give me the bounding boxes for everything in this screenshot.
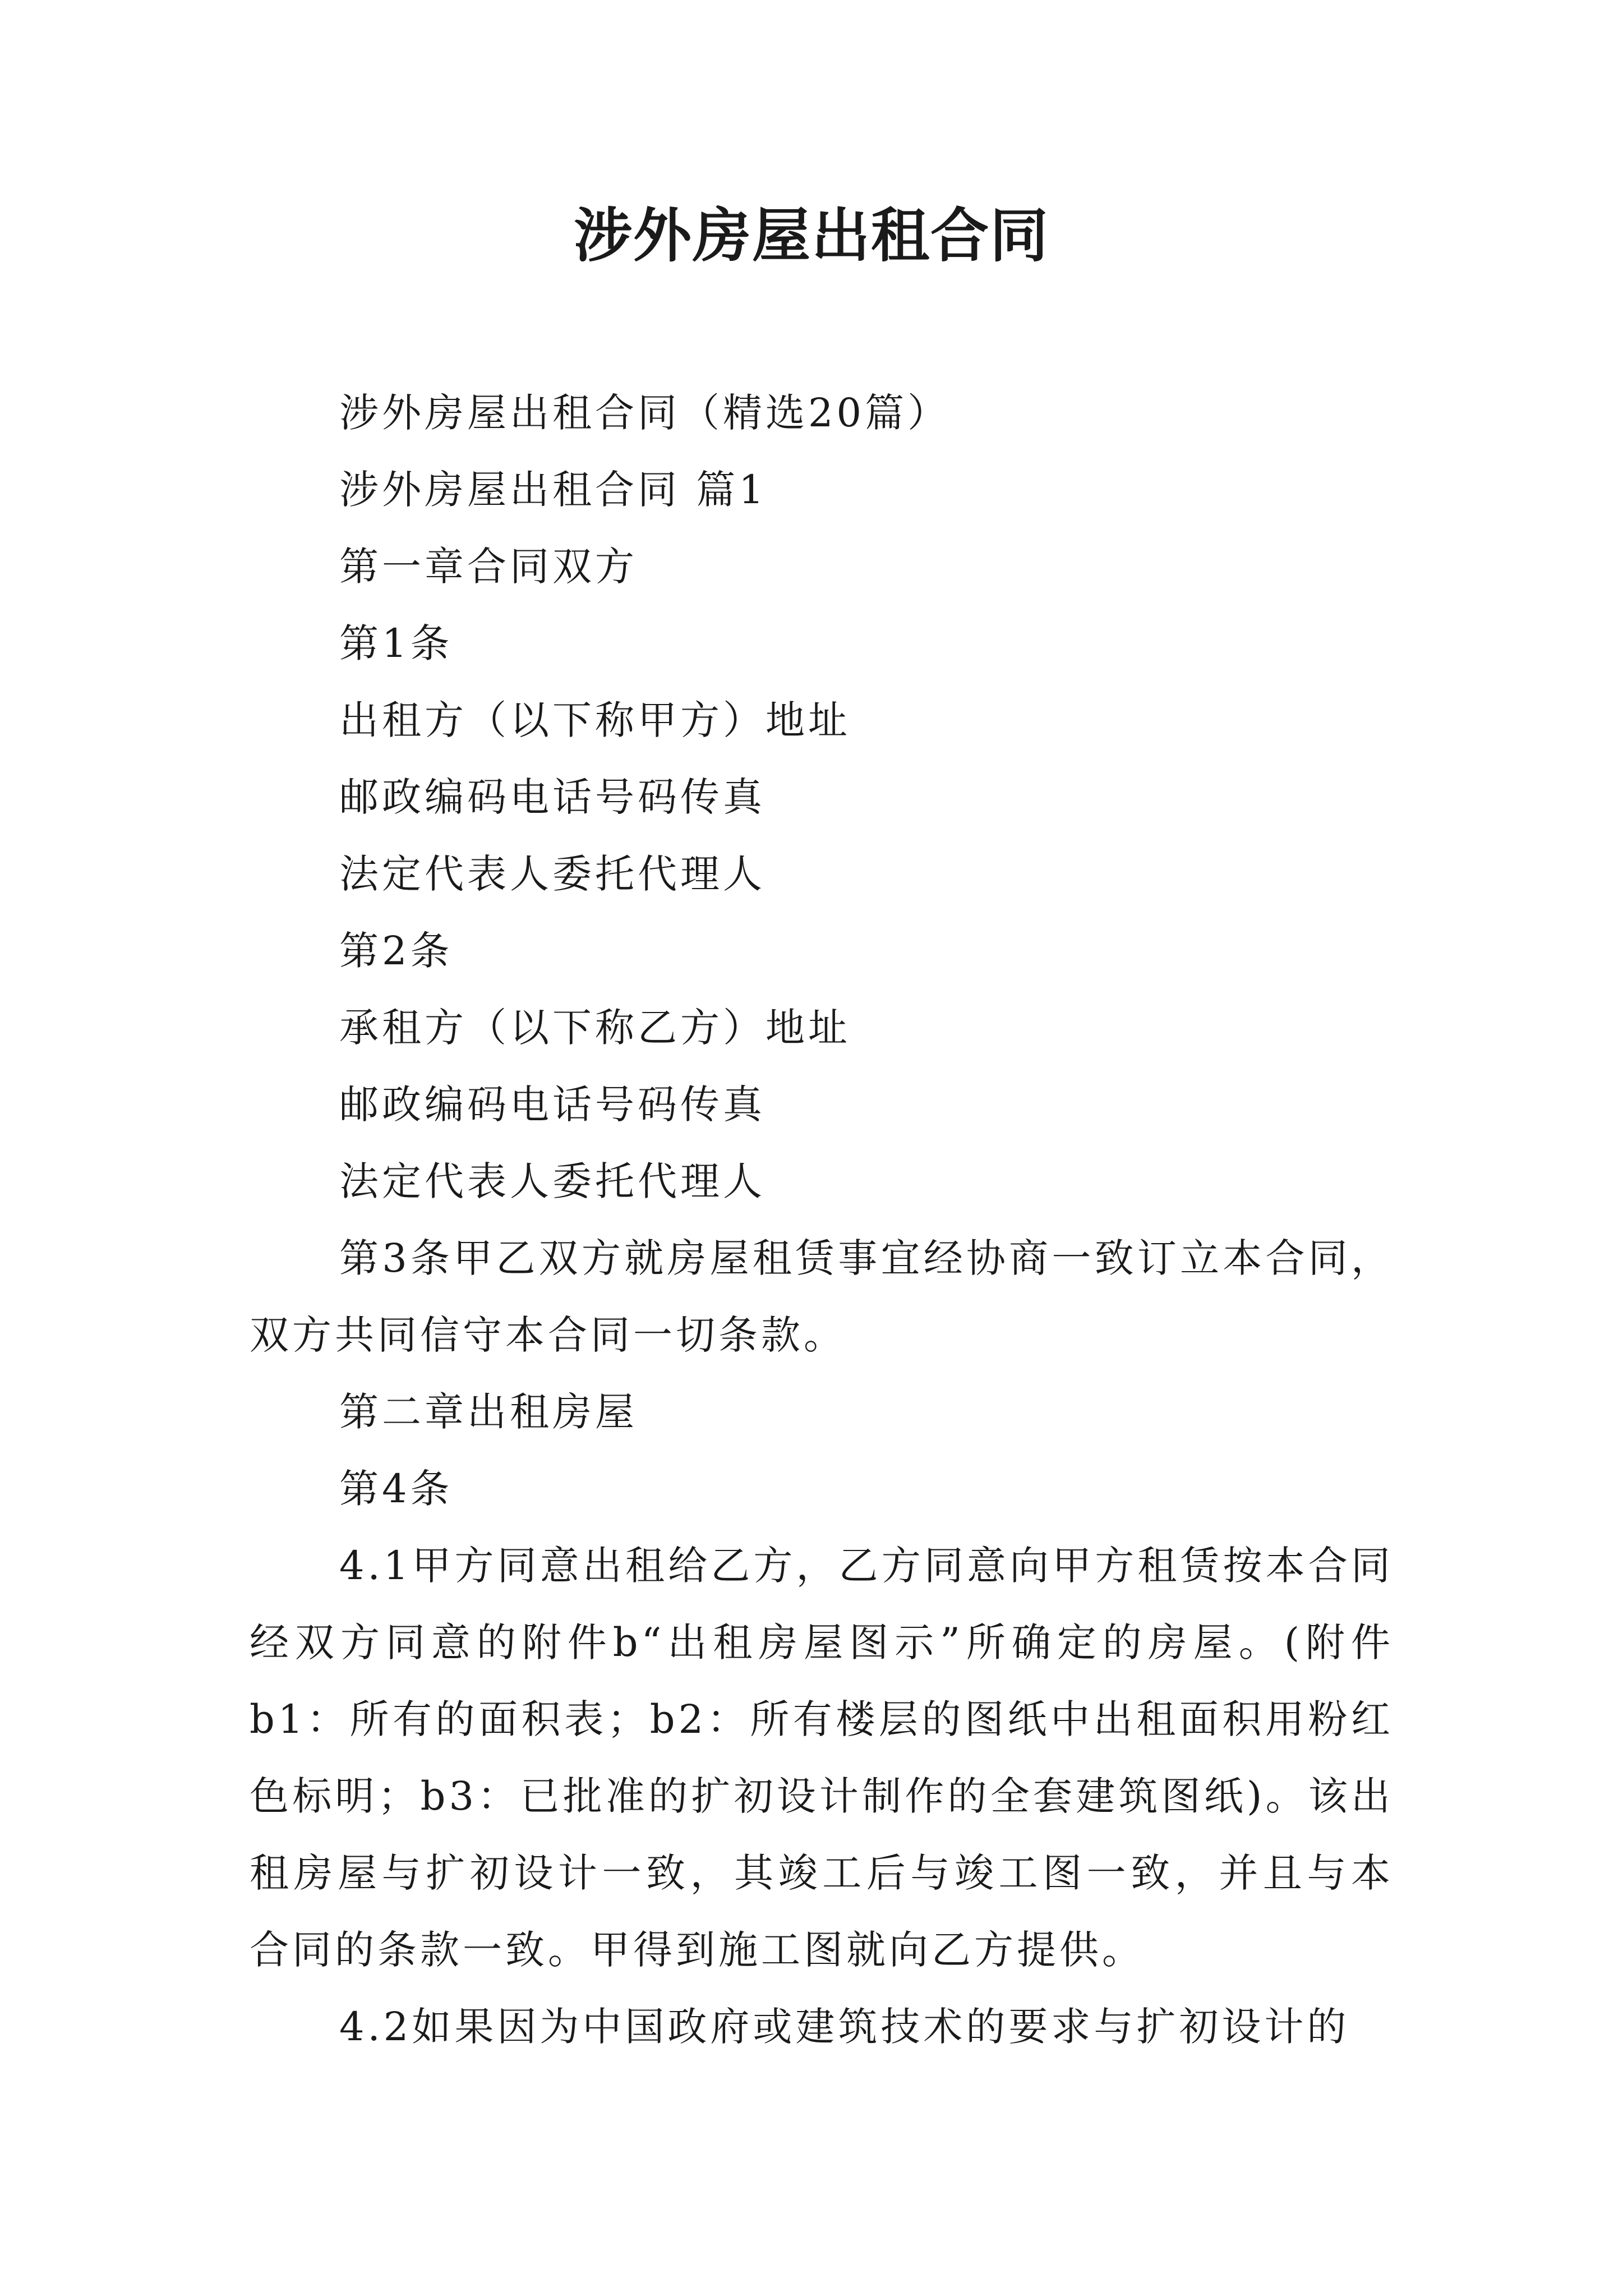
paragraph: 第4条 [339, 1466, 453, 1512]
paragraph: 邮政编码电话号码传真 [339, 1082, 766, 1128]
paragraph: 4.1甲方同意出租给乙方，乙方同意向甲方租赁按本合同经双方同意的附件b“出租房屋图示”所确定的房屋。(附件b1：所有的面积表；b2：所有楼层的图纸中出租面积用粉红色标明；b3：已批准的扩初设计制作的全套建筑图纸)。该出租房屋与扩初设计一致，其竣工后与竣工图一致，并且与本合同的条款一致。甲得到施工图就向乙方提供。 [250, 1543, 1394, 1973]
paragraph: 第2条 [339, 928, 453, 974]
paragraph: 第二章出租房屋 [339, 1389, 638, 1435]
paragraph: 邮政编码电话号码传真 [339, 774, 766, 820]
paragraph: 涉外房屋出租合同 篇1 [339, 467, 767, 513]
paragraph: 承租方（以下称乙方）地址 [339, 1005, 851, 1051]
paragraph: 法定代表人委托代理人 [339, 851, 766, 897]
document-title: 涉外房屋出租合同 [573, 201, 1049, 270]
paragraph: 第3条甲乙双方就房屋租赁事宜经协商一致订立本合同，双方共同信守本合同一切条款。 [250, 1235, 1394, 1358]
paragraph: 第一章合同双方 [339, 544, 638, 590]
paragraph: 出租方（以下称甲方）地址 [339, 697, 851, 743]
paragraph: 第1条 [339, 620, 453, 666]
paragraph: 法定代表人委托代理人 [339, 1158, 766, 1204]
paragraph: 涉外房屋出租合同（精选20篇） [339, 390, 951, 436]
document-body [250, 375, 1394, 2065]
paragraph: 4.2如果因为中国政府或建筑技术的要求与扩初设计的 [339, 2004, 1350, 2050]
